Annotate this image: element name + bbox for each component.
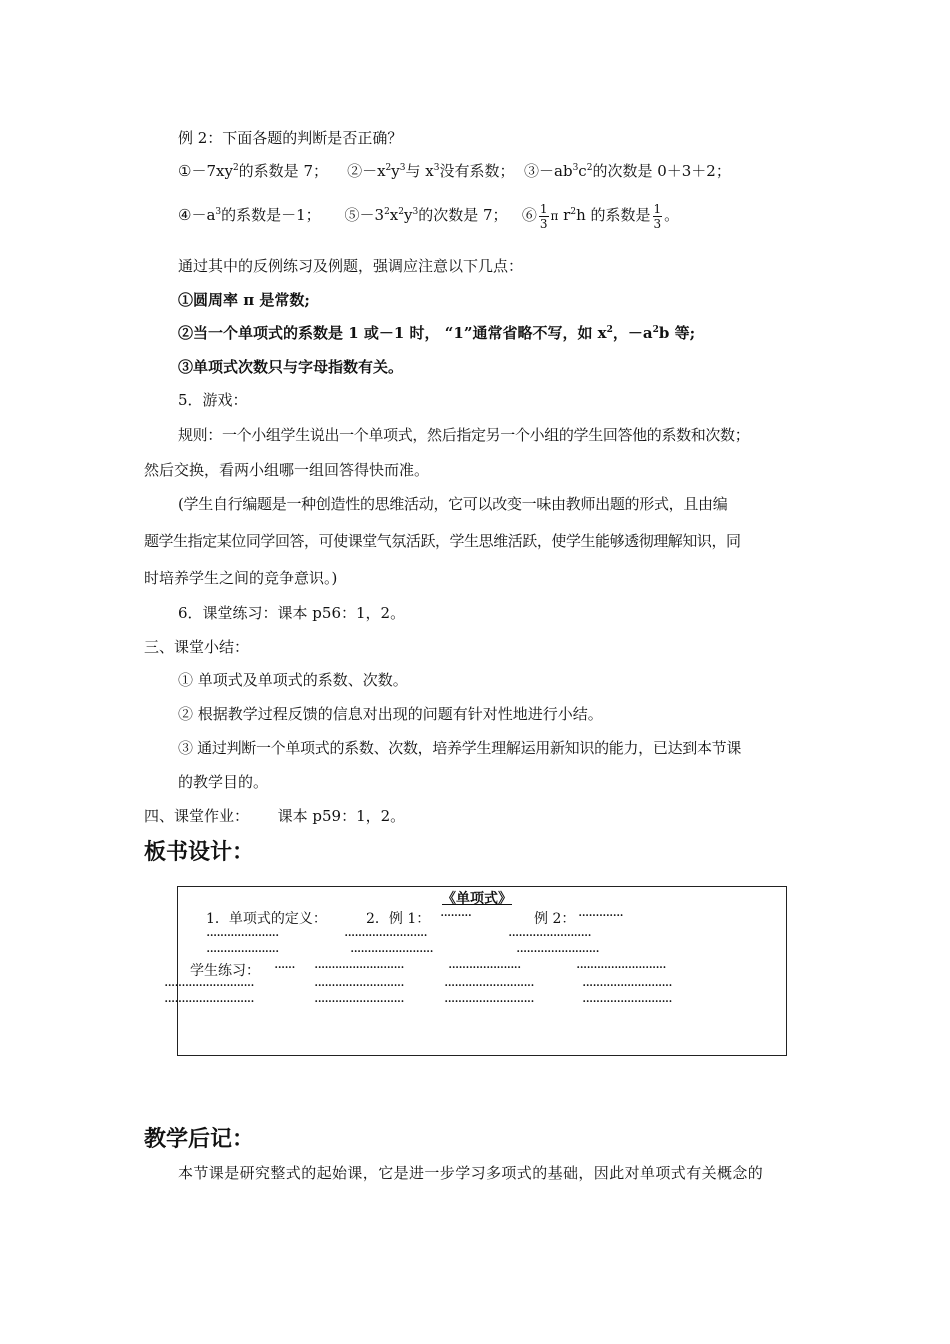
game-rule-line1: 规则：一个小组学生说出一个单项式，然后指定另一个小组的学生回答他的系数和次数；	[178, 426, 750, 444]
board-dots: ······	[274, 960, 295, 976]
postscript-line1: 本节课是研究整式的起始课，它是进一步学习多项式的基础，因此对单项式有关概念的	[178, 1164, 764, 1182]
summary-item-1: ① 单项式及单项式的系数、次数。	[178, 671, 408, 689]
board-dots: ·············	[578, 908, 623, 924]
summary-title: 三、课堂小结：	[144, 638, 250, 656]
game-note-line3: 时培养学生之间的竞争意识。)	[144, 569, 338, 587]
practice: 6．课堂练习：课本 p56：1，2。	[178, 604, 406, 622]
board-dots: ··························	[314, 994, 404, 1010]
board-example2: 例 2：	[534, 911, 576, 927]
emphasis-point-3: ③单项式次数只与字母指数有关。	[178, 358, 404, 376]
item6: ⑥ $\frac{1}{3}$ π $r^2h$ 的系数是 $\frac{1}{3}$ 。	[521, 201, 680, 231]
board-dots: ·····················	[206, 928, 279, 944]
item4: $④-a^3$的系数是－1；	[178, 206, 321, 224]
board-dots: ························	[516, 944, 599, 960]
board-dots: ·········	[440, 908, 472, 924]
board-dots: ··························	[164, 994, 254, 1010]
board-design-heading: 板书设计：	[144, 839, 255, 865]
summary-item-2: ② 根据教学过程反馈的信息对出现的问题有针对性地进行小结。	[178, 705, 603, 723]
emphasis-intro: 通过其中的反例练习及例题，强调应注意以下几点：	[178, 257, 524, 275]
game-note-line2: 题学生指定某位同学回答，可使课堂气氛活跃，学生思维活跃，使学生能够透彻理解知识，同	[144, 532, 741, 550]
board-dots: ·····················	[206, 944, 279, 960]
item3: $③-ab^3c^2$的次数是 0＋3＋2；	[524, 162, 731, 180]
board-dots: ·····················	[448, 960, 521, 976]
board-dots: ························	[350, 944, 433, 960]
game-rule-line2: 然后交换，看两小组哪一组回答得快而准。	[144, 461, 430, 479]
board-definition: 1．单项式的定义：	[206, 911, 327, 927]
board-dots: ··························	[314, 978, 404, 994]
board-title: 《单项式》	[442, 891, 512, 907]
example2-row2	[178, 200, 679, 231]
game-title: 5．游戏：	[178, 391, 248, 409]
example2-row1	[178, 161, 731, 181]
fraction-one-third-2: $\frac{1}{3}$	[653, 201, 662, 231]
board-dots: ··························	[444, 978, 534, 994]
postscript-heading: 教学后记：	[144, 1126, 255, 1152]
board-practice: 学生练习：	[190, 963, 260, 979]
board-dots: ··························	[444, 994, 534, 1010]
summary-item-3-line2: 的教学目的。	[178, 773, 269, 791]
item1: $①-7xy^2$的系数是 7；	[178, 162, 328, 180]
item2: $②-x^2y^3$与 $x^3$没有系数；	[347, 162, 515, 180]
board-dots: ························	[508, 928, 591, 944]
board-example1: 2．例 1：	[366, 911, 431, 927]
fraction-one-third: $\frac{1}{3}$	[539, 201, 548, 231]
item5: $⑤-3^2x^2y^3$的次数是 7；	[344, 206, 508, 224]
board-dots: ··························	[582, 978, 672, 994]
board-dots: ··························	[576, 960, 666, 976]
board-dots: ··························	[314, 960, 404, 976]
board-design-box	[164, 886, 787, 1056]
board-dots: ··························	[582, 994, 672, 1010]
example2-title: 例 2：下面各题的判断是否正确？	[178, 129, 403, 147]
summary-item-3-line1: ③ 通过判断一个单项式的系数、次数，培养学生理解运用新知识的能力，已达到本节课	[178, 739, 742, 757]
homework: 四、课堂作业： 课本 p59：1，2。	[144, 807, 406, 825]
emphasis-point-2: ②当一个单项式的系数是 1 或－1 时， “1”通常省略不写，如 $x^2$，$-a^2b$ 等;	[178, 324, 696, 342]
board-dots: ························	[344, 928, 427, 944]
board-dots: ··························	[164, 978, 254, 994]
game-note-line1: (学生自行编题是一种创造性的思维活动，它可以改变一味由教师出题的形式，且由编	[178, 495, 728, 513]
emphasis-point-1: ①圆周率 π 是常数;	[178, 291, 310, 309]
